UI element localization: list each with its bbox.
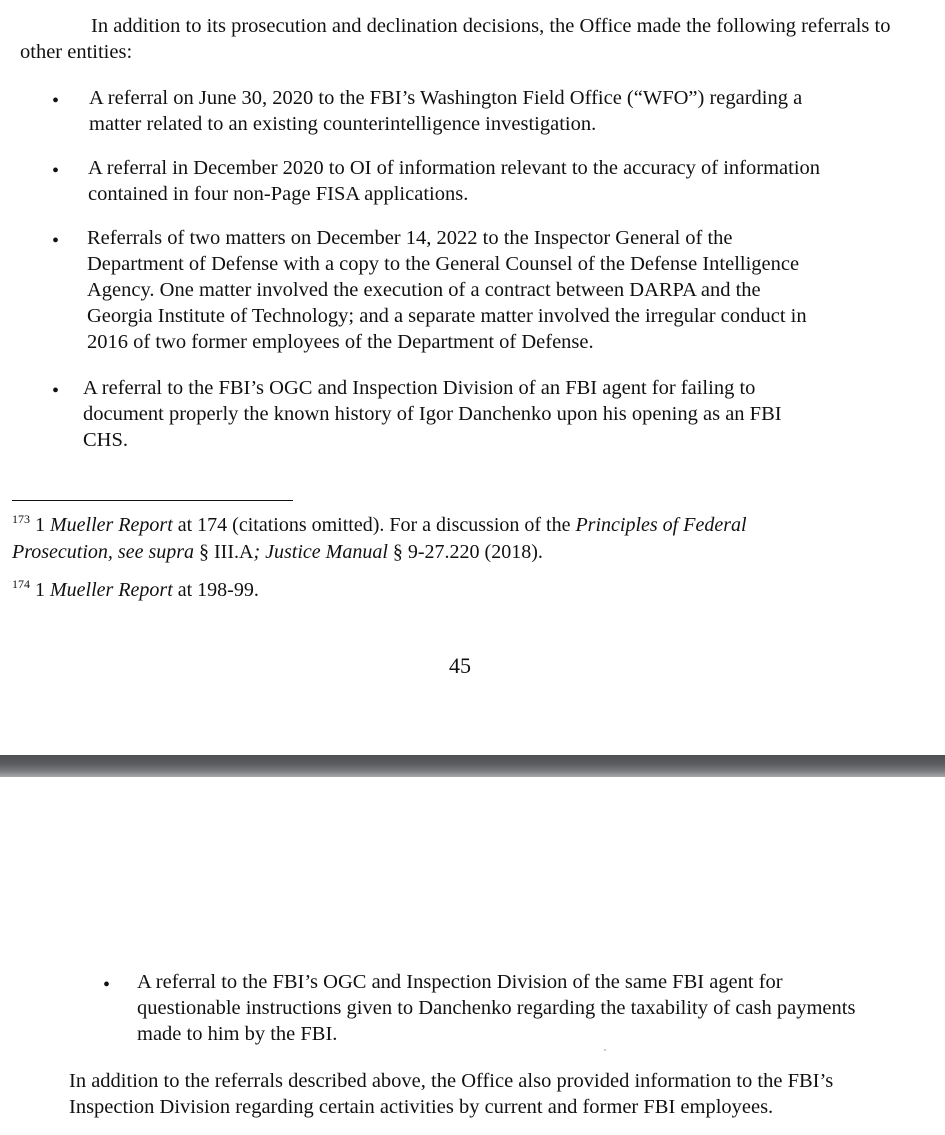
citation-title: Mueller Report <box>50 579 173 601</box>
footnote-line: $^{174}$ 1 Mueller Report at 198-99. <box>12 577 259 601</box>
footnote-line: Prosecution, see supra § III.A; Justice Manual § 9-27.220 (2018). <box>12 541 543 563</box>
bullet-item-taxability-referral <box>137 969 855 1047</box>
bullet-line: Department of Defense with a copy to the General Counsel of the Defense Intelligence <box>87 253 800 275</box>
paragraph-line: In addition to the referrals described above, the Office also provided information to the FBI’s <box>69 1070 834 1092</box>
bullet-line: questionable instructions given to Danchenko regarding the taxability of cash payments <box>137 997 856 1019</box>
bullet-item-wfo-referral <box>89 85 802 137</box>
bullet-icon: • <box>52 230 60 252</box>
footnote-174 <box>12 577 912 604</box>
bullet-line: made to him by the FBI. <box>137 1023 338 1045</box>
scan-speck <box>604 1049 606 1051</box>
bullet-line: A referral on June 30, 2020 to the FBI’s Washington Field Office (“WFO”) regarding a <box>89 87 803 109</box>
bullet-line: matter related to an existing counterintelligence investigation. <box>89 113 597 135</box>
footnote-number: 174 <box>12 577 30 591</box>
footnote-number: 173 <box>12 512 30 526</box>
footnote-separator <box>12 500 293 501</box>
bullet-line: A referral in December 2020 to OI of information relevant to the accuracy of information <box>88 157 821 179</box>
bullet-line: Georgia Institute of Technology; and a separate matter involved the irregular conduct in <box>87 305 807 327</box>
page-number: 45 <box>449 653 471 678</box>
bullet-icon: • <box>52 160 60 182</box>
bullet-line: document properly the known history of Igor Danchenko upon his opening as an FBI <box>83 403 782 425</box>
bullet-line: Agency. One matter involved the execution of a contract between DARPA and the <box>87 279 761 301</box>
bullet-icon: • <box>103 974 111 996</box>
bullet-icon: • <box>52 380 60 402</box>
bullet-item-oi-referral <box>88 155 820 207</box>
bullet-line: Referrals of two matters on December 14, 2022 to the Inspector General of the <box>87 227 733 249</box>
bullet-line: contained in four non-Page FISA applications. <box>88 183 469 205</box>
intro-paragraph: In addition to its prosecution and declination decisions, the Office made the following referrals to other entities: <box>20 15 891 63</box>
citation-title: Mueller Report <box>50 514 173 536</box>
bullet-line: 2016 of two former employees of the Department of Defense. <box>87 331 594 353</box>
bullet-icon: • <box>52 90 60 112</box>
bullet-line: CHS. <box>83 429 129 451</box>
bullet-line: A referral to the FBI’s OGC and Inspection Division of an FBI agent for failing to <box>83 377 756 399</box>
closing-paragraph <box>69 1068 833 1120</box>
page-break-divider <box>0 755 945 777</box>
bullet-item-dod-referrals <box>87 225 807 355</box>
footnote-173 <box>12 512 912 566</box>
bullet-line: A referral to the FBI’s OGC and Inspection Division of the same FBI agent for <box>137 971 783 993</box>
paragraph-line: Inspection Division regarding certain activities by current and former FBI employees. <box>69 1096 774 1118</box>
bullet-item-fbi-agent-referral <box>83 375 782 453</box>
citation-title: Principles of Federal <box>575 514 747 536</box>
citation-title: Justice Manual <box>265 541 388 563</box>
footnote-line: $^{173}$ 1 Mueller Report at 174 (citations omitted). For a discussion of the Principles of Federal <box>12 512 747 536</box>
